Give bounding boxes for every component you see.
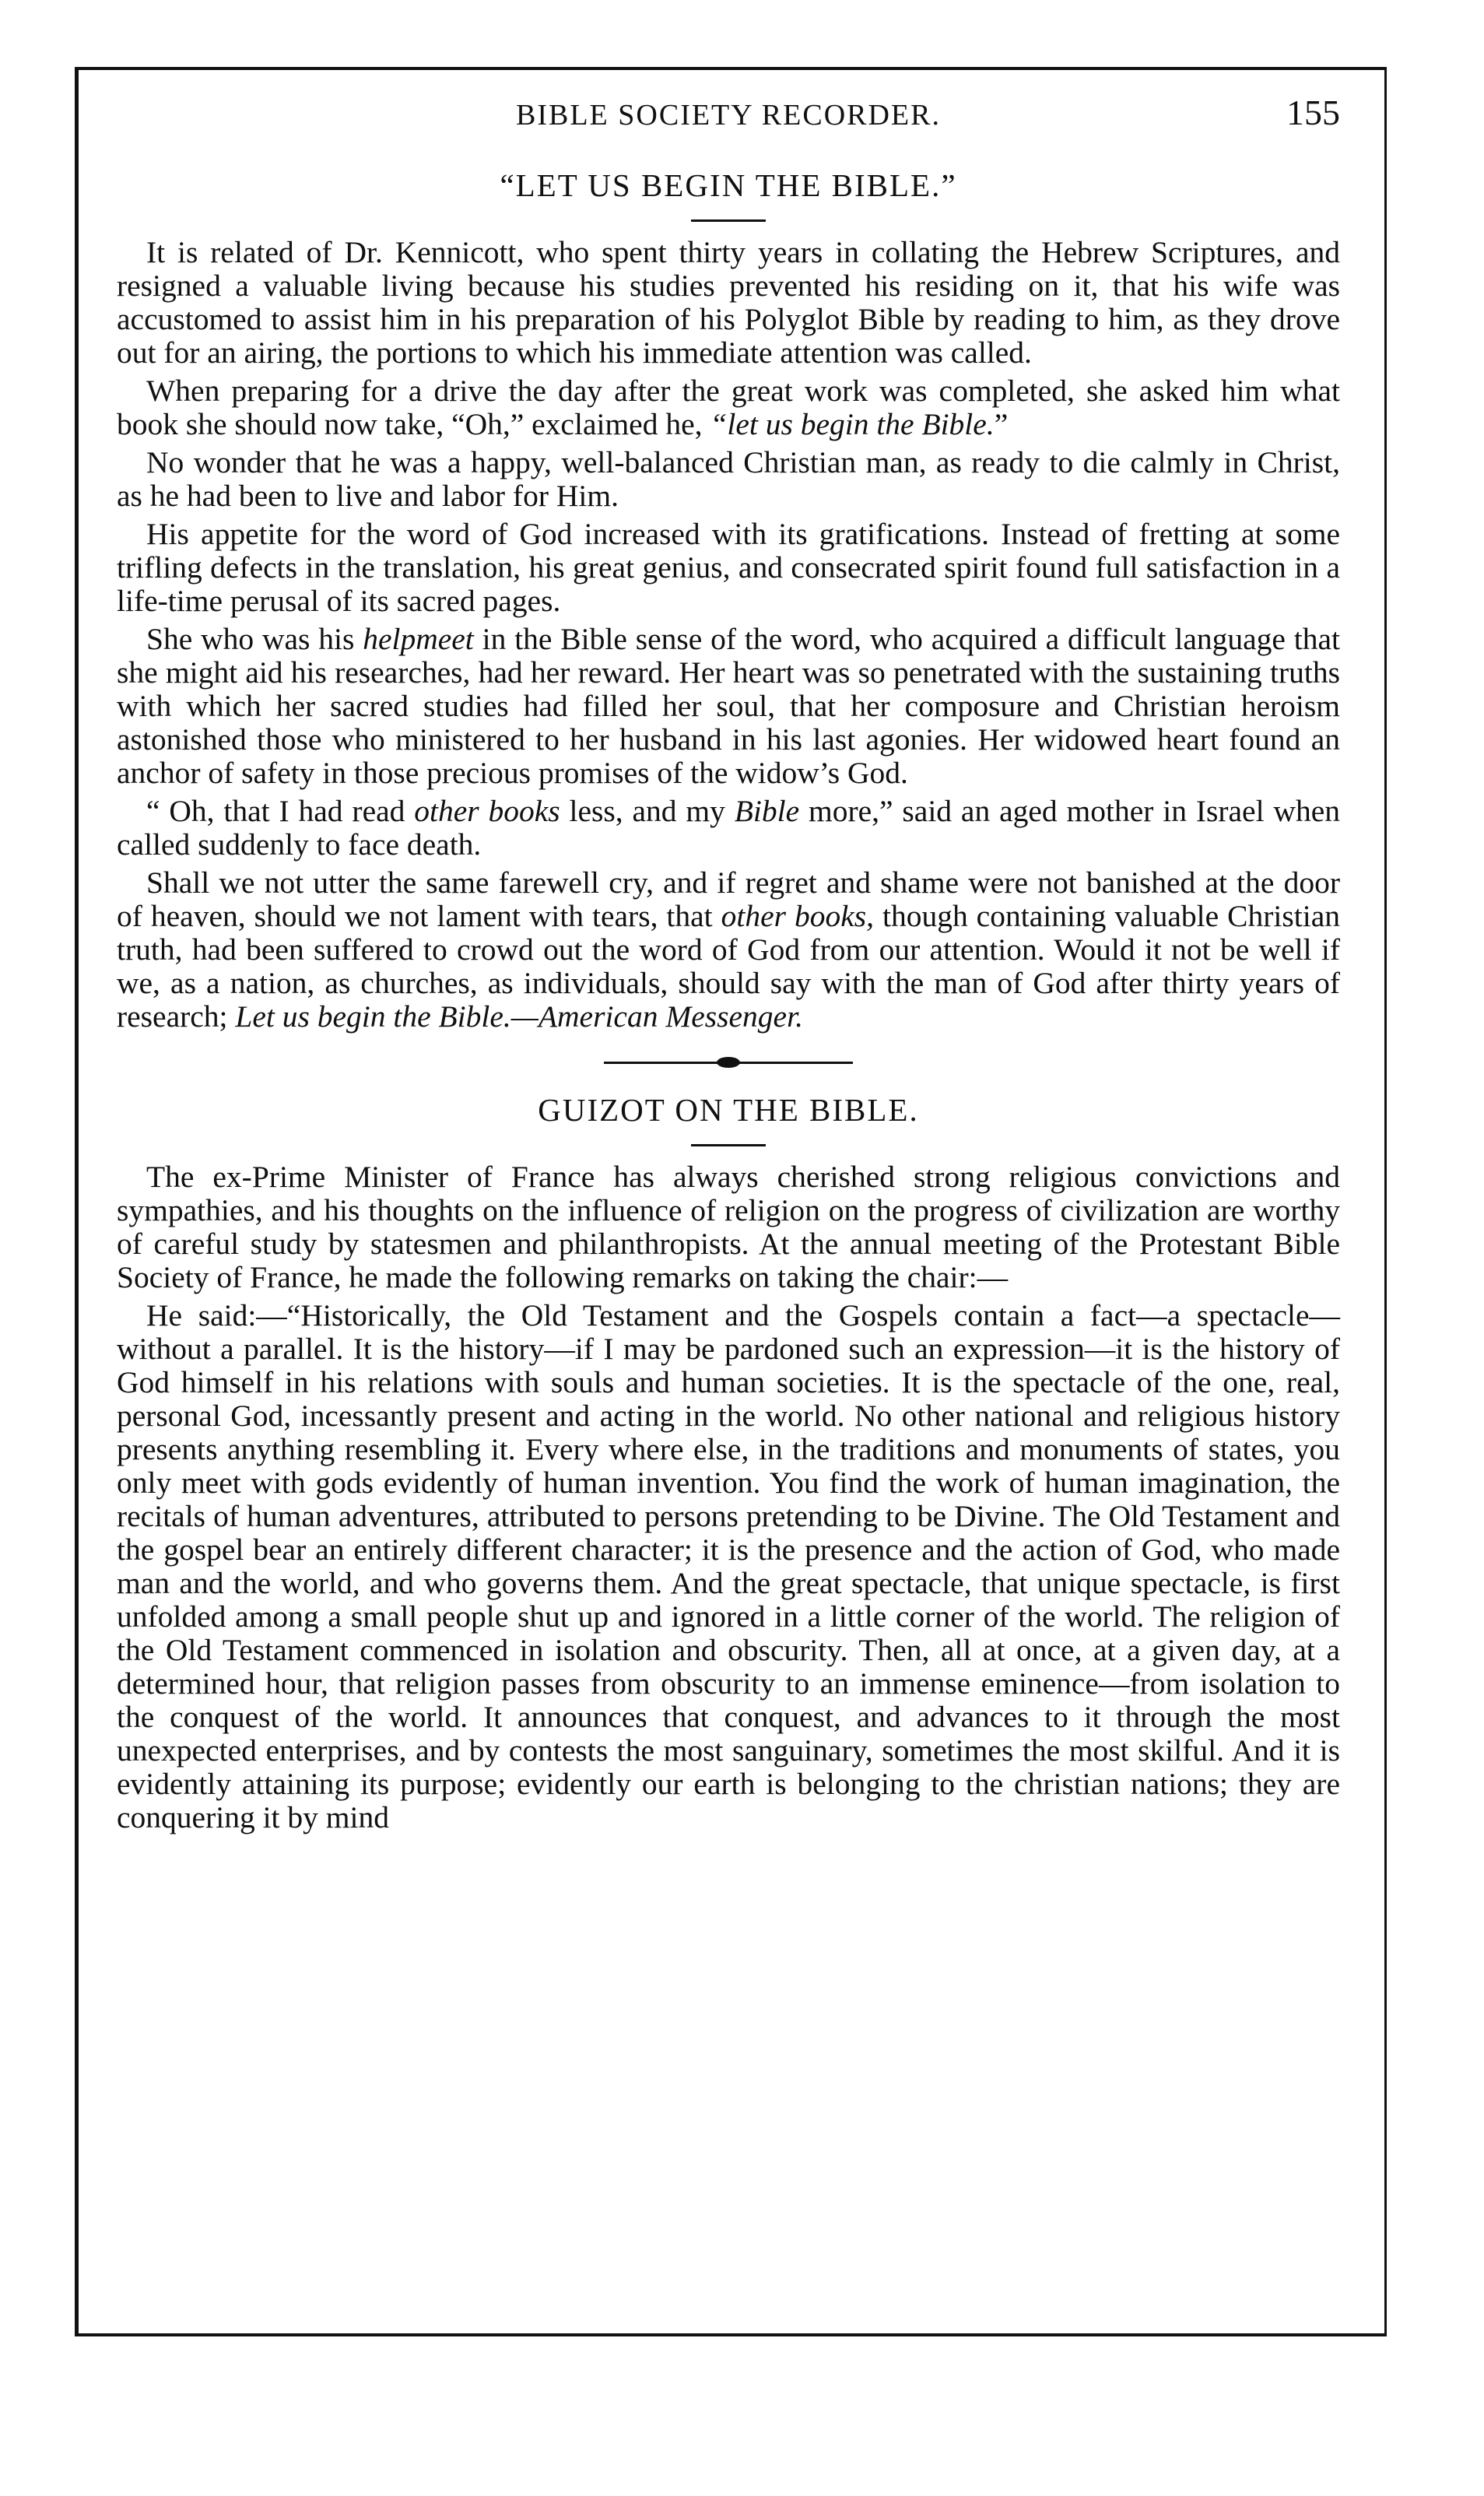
text-run: He said:—“Historically, the Old Testament and the Gospels contain a fact—a spectacle—without a parallel. It is the history—if I may be pardoned such an expression—it is the history of God himself in his relations with souls and human societies. It is the spectacle of the one, real, personal God, incessantly present and acting in the world. No other national and religious history presents anything resembling it. Every where else, in the traditions and monuments of states, you only meet with gods evidently of human invention. You find the work of human imagination, the recitals of human adventures, attributed to persons pretending to be Divine. The Old Testament and the gospel bear an entirely different character; it is the presence and the action of God, who made man and the world, and who governs them. And the great spectacle, that unique spectacle, is first unfolded among a small people shut up and ignored in a little corner of the world. The religion of the Old Testament commenced in isolation and obscurity. Then, all at once, at a given day, at a determined hour, that religion passes from obscurity to an immense eminence—from isolation to the conquest of the world. It announces that conquest, and advances to it through the most unexpected enterprises, and by contests the most sanguinary, sometimes the most skilful. And it is evidently attaining its purpose; evidently our earth is belonging to the christian nations; they are conquering it by mind [117,1298,1340,1834]
italic-text: Let us begin the Bible.—American Messenger. [235,999,803,1034]
italic-text: Bible [734,794,800,828]
italic-text: other books [414,794,560,828]
text-run: She who was his [146,622,363,656]
text-run: “ Oh, that I had read [146,794,415,828]
italic-text: other books, [721,899,875,933]
paragraph [117,518,1340,618]
paragraph [117,236,1340,370]
text-run: Shall we not utter the same farewell cry, and if regret and shame were not banished at the door of heaven, should we not lament with tears, that [117,865,1340,933]
text-run: No wonder that he was a happy, well-balanced Christian man, as ready to die calmly in Christ, as he had been to live and labor for Him. [117,445,1340,513]
paragraph [117,374,1340,441]
paragraph [117,1160,1340,1294]
page-number: 155 [1286,93,1340,132]
text-run: His appetite for the word of God increased with its gratifications. Instead of fretting at some trifling defects in the translation, his great genius, and consecrated spirit found full satisfaction in a life-time perusal of its sacred pages. [117,517,1340,618]
paragraph [117,446,1340,513]
article-body [117,236,1340,1034]
article-title: “LET US BEGIN THE BIBLE.” [500,167,957,203]
page-content [117,92,1340,1834]
italic-text: helpmeet [363,622,474,656]
text-run: When preparing for a drive the day after the great work was completed, she asked him what book she should now take, “Oh,” exclaimed he, [117,374,1340,441]
title-rule [691,1144,766,1146]
title-rule [691,219,766,222]
paragraph [117,623,1340,790]
article-let-us-begin-the-bible [117,146,1340,1034]
paragraph [117,1299,1340,1834]
text-run: more,” said an aged mother in Israel when called suddenly to face death. [117,794,1340,862]
text-run: It is related of Dr. Kennicott, who spent thirty years in collating the Hebrew Scriptures, and resigned a valuable living because his studies prevented his residing on it, that his wife was accustomed to assist him in his preparation of his Polyglot Bible by reading to him, as they drove out for an airing, the portions to which his immediate attention was called. [117,235,1340,370]
running-head [117,92,1340,146]
paragraph [117,795,1340,862]
italic-text: “let us begin the Bible. [710,407,995,441]
paragraph [117,866,1340,1034]
text-run: though containing valuable Christian truth, had been suffered to crowd out the word of God from our attention. Would it not be well if we, as a nation, as churches, as individuals, should say with the man of God after thirty years of research; [117,899,1340,1034]
article-guizot-on-the-bible [117,1091,1340,1834]
text-run: less, and my [560,794,735,828]
section-divider-ornament [604,1057,853,1068]
article-title: GUIZOT ON THE BIBLE. [538,1092,919,1128]
text-run: ” [994,407,1009,441]
text-run: The ex-Prime Minister of France has always cherished strong religious convictions and sympathies, and his thoughts on the influence of religion on the progress of civilization are worthy of careful study by statesmen and philanthropists. At the annual meeting of the Protestant Bible Society of France, he made the following remarks on taking the chair:— [117,1160,1340,1294]
running-title: BIBLE SOCIETY RECORDER. [516,99,941,132]
text-run: in the Bible sense of the word, who acquired a difficult language that she might aid his researches, had her reward. Her heart was so penetrated with the sustaining truths with which her sacred studies had filled her soul, that her composure and Christian heroism astonished those who ministered to her husband in his last agonies. Her widowed heart found an anchor of safety in those precious promises of the widow’s God. [117,622,1340,790]
article-body [117,1160,1340,1834]
